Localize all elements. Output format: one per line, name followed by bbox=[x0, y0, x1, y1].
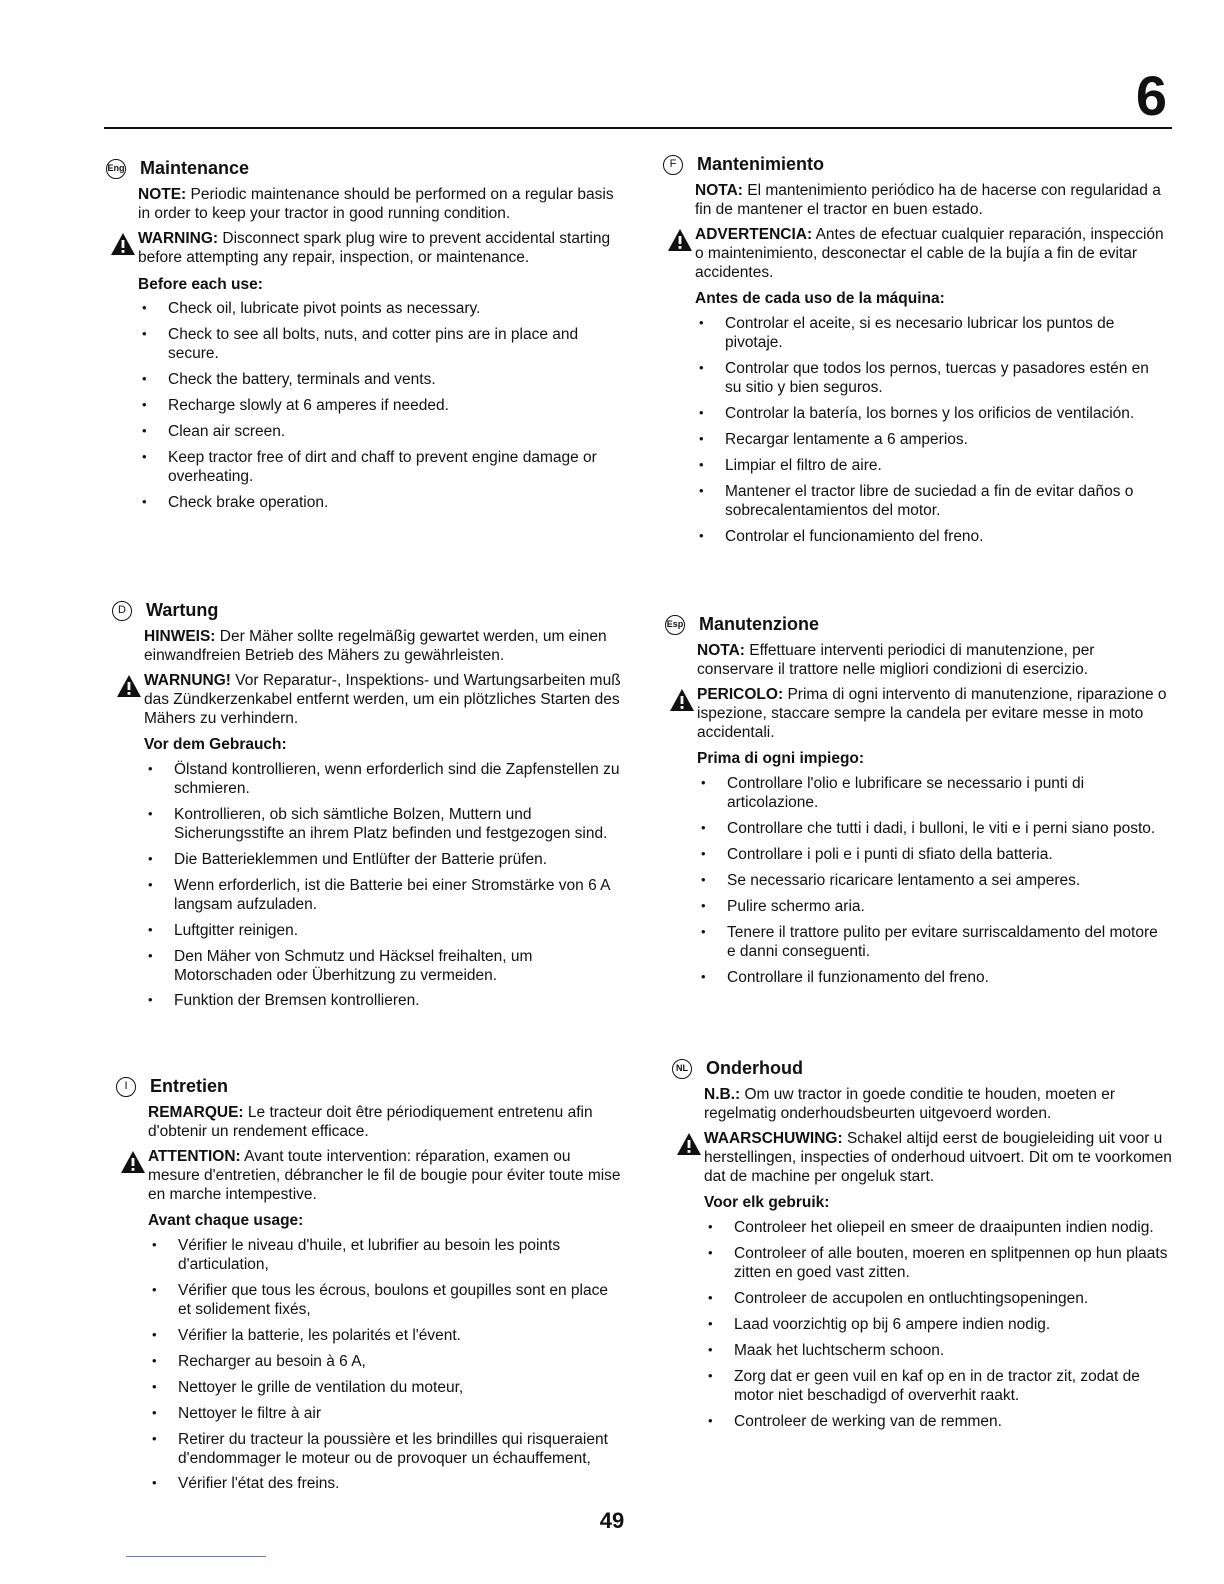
list-item: • Nettoyer le grille de ventilation du moteur, bbox=[148, 1379, 624, 1398]
language-badge-icon: NL bbox=[672, 1059, 692, 1079]
list-item: • Die Batterieklemmen und Entlüfter der Batterie prüfen. bbox=[144, 851, 624, 870]
list-item: • Check the battery, terminals and vents. bbox=[138, 371, 628, 390]
list-item: • Laad voorzichtig op bij 6 ampere indien nodig. bbox=[704, 1316, 1174, 1335]
list-item: • Kontrollieren, ob sich sämtliche Bolzen, Muttern und Sicherungsstifte an ihrem Platz befinden und festgezogen sind. bbox=[144, 806, 624, 844]
note-label: REMARQUE: bbox=[148, 1103, 244, 1121]
list-item: • Mantener el tractor libre de suciedad a fin de evitar daños o sobrecalentamientos del motor. bbox=[695, 483, 1165, 521]
note-paragraph bbox=[148, 1104, 624, 1142]
list-item: • Recharger au besoin à 6 A, bbox=[148, 1353, 624, 1372]
section-header bbox=[112, 600, 624, 622]
note-label: NOTE: bbox=[138, 185, 187, 203]
list-item: • Vérifier le niveau d'huile, et lubrifier au besoin les points d'articulation, bbox=[148, 1237, 624, 1275]
top-rule bbox=[104, 127, 1172, 129]
warning-text: Schakel altijd eerst de bougieleiding uit voor u herstellingen, inspecties of onderhoud uitvoert. Dit om te voorkomen dat de machine per ongeluk start. bbox=[704, 1129, 1172, 1185]
list-item: • Nettoyer le filtre à air bbox=[148, 1405, 624, 1424]
list-item: • Controllare l'olio e lubrificare se necessario i punti di articolazione. bbox=[697, 775, 1167, 813]
warning-label: WARNING: bbox=[138, 229, 219, 247]
section-spanish bbox=[669, 154, 1165, 553]
section-french bbox=[124, 1076, 624, 1501]
before-use-heading: Vor dem Gebrauch: bbox=[144, 736, 287, 754]
language-badge-icon: Esp bbox=[665, 615, 685, 635]
note-paragraph bbox=[697, 642, 1167, 680]
list-item: • Pulire schermo aria. bbox=[697, 898, 1167, 917]
list-item: • Vérifier la batterie, les polarités et l'évent. bbox=[148, 1327, 624, 1346]
checklist bbox=[704, 1219, 1174, 1431]
note-label: NOTA: bbox=[695, 181, 743, 199]
checklist bbox=[148, 1237, 624, 1494]
language-badge-icon: F bbox=[663, 155, 683, 175]
list-item: • Controleer of alle bouten, moeren en splitpennen op hun plaats zitten en goed vast zitten. bbox=[704, 1245, 1174, 1283]
language-badge-icon: I bbox=[116, 1077, 136, 1097]
list-item: • Luftgitter reinigen. bbox=[144, 922, 624, 941]
list-item: • Controlar la batería, los bornes y los orificios de ventilación. bbox=[695, 405, 1165, 424]
warning-triangle-icon bbox=[116, 674, 142, 698]
list-item: • Check oil, lubricate pivot points as necessary. bbox=[138, 300, 628, 319]
warning-triangle-icon bbox=[669, 688, 695, 712]
warning-paragraph bbox=[704, 1130, 1174, 1187]
list-item: • Se necessario ricaricare lentamento a sei amperes. bbox=[697, 872, 1167, 891]
warning-label: ATTENTION: bbox=[148, 1147, 241, 1165]
before-use-heading: Voor elk gebruik: bbox=[704, 1194, 830, 1212]
list-item: • Controlar que todos los pernos, tuercas y pasadores estén en su sitio y bien seguros. bbox=[695, 360, 1165, 398]
section-title: Entretien bbox=[150, 1076, 229, 1096]
language-badge-icon: Eng bbox=[106, 159, 126, 179]
warning-label: ADVERTENCIA: bbox=[695, 225, 813, 243]
page-number: 49 bbox=[599, 1508, 625, 1533]
warning-label: WAARSCHUWING: bbox=[704, 1129, 843, 1147]
list-item: • Limpiar el filtro de aire. bbox=[695, 457, 1165, 476]
warning-paragraph bbox=[138, 230, 628, 268]
note-paragraph bbox=[695, 182, 1165, 220]
before-use-heading: Antes de cada uso de la máquina: bbox=[695, 290, 945, 308]
list-item: • Ölstand kontrollieren, wenn erforderlich sind die Zapfenstellen zu schmieren. bbox=[144, 761, 624, 799]
section-header bbox=[116, 1076, 624, 1098]
section-dutch bbox=[676, 1058, 1174, 1439]
warning-paragraph bbox=[144, 672, 624, 729]
list-item: • Vérifier l'état des freins. bbox=[148, 1475, 624, 1494]
note-paragraph bbox=[704, 1086, 1174, 1124]
list-item: • Recharge slowly at 6 amperes if needed. bbox=[138, 397, 628, 416]
section-italian bbox=[666, 614, 1167, 995]
list-item: • Den Mäher von Schmutz und Häcksel freihalten, um Motorschaden oder Überhitzung zu vermeiden. bbox=[144, 948, 624, 986]
before-use-heading: Prima di ogni impiego: bbox=[697, 750, 865, 768]
warning-paragraph bbox=[695, 226, 1165, 283]
list-item: • Zorg dat er geen vuil en kaf op en in de tractor zit, zodat de motor niet beschadigd of oververhit raakt. bbox=[704, 1368, 1174, 1406]
before-use-heading: Avant chaque usage: bbox=[148, 1212, 304, 1230]
section-title: Wartung bbox=[146, 600, 219, 620]
warning-paragraph bbox=[148, 1148, 624, 1205]
note-text: Le tracteur doit être périodiquement entretenu afin d'obtenir un rendement efficace. bbox=[148, 1103, 593, 1140]
section-header bbox=[672, 1058, 1174, 1080]
list-item: • Maak het luchtscherm schoon. bbox=[704, 1342, 1174, 1361]
section-header bbox=[106, 158, 628, 180]
warning-triangle-icon bbox=[110, 232, 136, 256]
warning-text: Avant toute intervention: réparation, examen ou mesure d'entretien, débrancher le fil de bougie pour éviter toute mise en marche intempestive. bbox=[148, 1147, 621, 1203]
warning-label: PERICOLO: bbox=[697, 685, 784, 703]
checklist bbox=[144, 761, 624, 1011]
note-label: HINWEIS: bbox=[144, 627, 216, 645]
list-item: • Funktion der Bremsen kontrollieren. bbox=[144, 992, 624, 1011]
list-item: • Controllare i poli e i punti di sfiato della batteria. bbox=[697, 846, 1167, 865]
section-title: Onderhoud bbox=[706, 1058, 803, 1078]
list-item: • Controleer de werking van de remmen. bbox=[704, 1413, 1174, 1432]
warning-triangle-icon bbox=[676, 1132, 702, 1156]
list-item: • Vérifier que tous les écrous, boulons et goupilles sont en place et solidement fixés, bbox=[148, 1282, 624, 1320]
list-item: • Controllare che tutti i dadi, i bulloni, le viti e i perni siano posto. bbox=[697, 820, 1167, 839]
list-item: • Retirer du tracteur la poussière et les brindilles qui risqueraient d'endommager le moteur ou de provoquer un échauffement, bbox=[148, 1431, 624, 1469]
checklist bbox=[138, 300, 628, 512]
note-text: El mantenimiento periódico ha de hacerse con regularidad a fin de mantener el tractor en buen estado. bbox=[695, 181, 1161, 218]
section-title: Mantenimiento bbox=[697, 154, 825, 174]
warning-text: Vor Reparatur-, Inspektions- und Wartungsarbeiten muß das Zündkerzenkabel entfernt werden, um ein plötzliches Starten des Mähers zu verhindern. bbox=[144, 671, 621, 727]
list-item: • Recargar lentamente a 6 amperios. bbox=[695, 431, 1165, 450]
section-title: Maintenance bbox=[140, 158, 250, 178]
list-item: • Controleer het oliepeil en smeer de draaipunten indien nodig. bbox=[704, 1219, 1174, 1238]
list-item: • Controlar el aceite, si es necesario lubricar los puntos de pivotaje. bbox=[695, 315, 1165, 353]
note-text: Effettuare interventi periodici di manutenzione, per conservare il trattore nelle migliori condizioni di esercizio. bbox=[697, 641, 1095, 678]
list-item: • Clean air screen. bbox=[138, 423, 628, 442]
chapter-number: 6 bbox=[1135, 64, 1166, 127]
note-text: Om uw tractor in goede conditie te houden, moeten er regelmatig onderhoudsbeurten uitgevoerd worden. bbox=[704, 1085, 1115, 1122]
warning-triangle-icon bbox=[667, 228, 693, 252]
warning-paragraph bbox=[697, 686, 1167, 743]
list-item: • Check brake operation. bbox=[138, 494, 628, 513]
warning-label: WARNUNG! bbox=[144, 671, 231, 689]
list-item: • Controlar el funcionamiento del freno. bbox=[695, 528, 1165, 547]
list-item: • Controleer de accupolen en ontluchtingsopeningen. bbox=[704, 1290, 1174, 1309]
note-text: Periodic maintenance should be performed on a regular basis in order to keep your tractor in good running condition. bbox=[138, 185, 614, 222]
section-header bbox=[665, 614, 1167, 636]
note-label: NOTA: bbox=[697, 641, 745, 659]
before-use-heading: Before each use: bbox=[138, 275, 263, 293]
section-english bbox=[107, 158, 628, 520]
list-item: • Check to see all bolts, nuts, and cotter pins are in place and secure. bbox=[138, 326, 628, 364]
list-item: • Keep tractor free of dirt and chaff to prevent engine damage or overheating. bbox=[138, 449, 628, 487]
list-item: • Wenn erforderlich, ist die Batterie bei einer Stromstärke von 6 A langsam aufzuladen. bbox=[144, 877, 624, 915]
note-text: Der Mäher sollte regelmäßig gewartet werden, um einen einwandfreien Betrieb des Mähers zu gewährleisten. bbox=[144, 627, 607, 664]
warning-text: Disconnect spark plug wire to prevent accidental starting before attempting any repair, inspection, or maintenance. bbox=[138, 229, 611, 266]
section-header bbox=[663, 154, 1165, 176]
checklist bbox=[697, 775, 1167, 987]
note-paragraph bbox=[144, 628, 624, 666]
note-label: N.B.: bbox=[704, 1085, 741, 1103]
checklist bbox=[695, 315, 1165, 546]
list-item: • Tenere il trattore pulito per evitare surriscaldamento del motore e danni conseguenti. bbox=[697, 924, 1167, 962]
list-item: • Controllare il funzionamento del freno. bbox=[697, 969, 1167, 988]
section-german bbox=[118, 600, 624, 1018]
warning-triangle-icon bbox=[120, 1150, 146, 1174]
language-badge-icon: D bbox=[112, 601, 132, 621]
warning-text: Antes de efectuar cualquier reparación, inspección o maintenimiento, desconectar el cable de la bujía a fin de evitar accidentes. bbox=[695, 225, 1164, 281]
warning-text: Prima di ogni intervento di manutenzione, riparazione o ispezione, staccare sempre la candela per evitare messe in moto accidentali. bbox=[697, 685, 1167, 741]
note-paragraph bbox=[138, 186, 628, 224]
footer-divider bbox=[126, 1556, 266, 1557]
section-title: Manutenzione bbox=[699, 614, 819, 634]
